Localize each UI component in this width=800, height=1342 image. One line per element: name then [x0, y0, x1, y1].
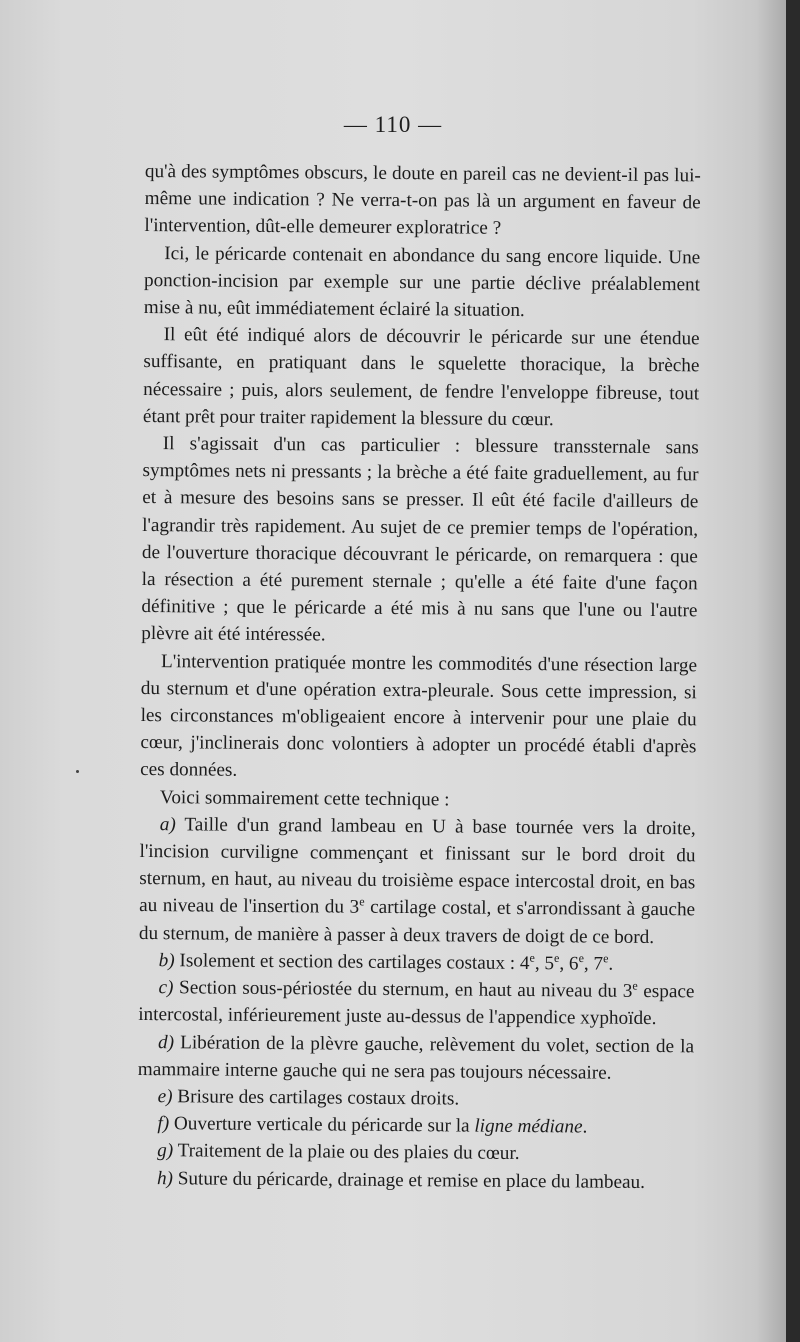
step-f [137, 1110, 693, 1142]
step-text-end: . [582, 1116, 588, 1138]
ink-speck [76, 770, 79, 773]
step-g [137, 1137, 693, 1169]
step-text-continued: , 5 [534, 952, 555, 975]
step-text: Traitement de la plaie ou des plaies du cœur. [177, 1140, 520, 1165]
step-text: Taille d'un grand lambeau en U à base tournée vers la droite, l'incision curviligne commençant et finissant sur le bord droit du sternum, en haut, au niveau du troisième espace intercostal droit, en bas au niveau de l'insertion du 3 [139, 814, 696, 919]
step-text: Suture du péricarde, drainage et remise en place du lambeau. [177, 1167, 646, 1193]
step-italic-term: ligne médiane [474, 1115, 583, 1138]
ordinal-superscript: e [578, 950, 584, 965]
step-text: Brisure des cartilages costaux droits. [177, 1086, 460, 1110]
step-text-continued: cartilage costal, et s'arrondissant à gauche du sternum, de manière à passer à deux travers de doigt de ce bord. [138, 897, 696, 948]
step-text-continued: , 6 [559, 953, 579, 975]
step-c [138, 974, 694, 1033]
body-text [137, 158, 701, 1196]
page-edge-shadow [756, 0, 786, 1342]
step-text-continued: espace intercostal, inférieurement juste au-dessus de l'appendice xyphoïde. [138, 980, 695, 1030]
paragraph-4: Il s'agissait d'un cas particulier : blessure transsternale sans symptômes nets ni pressants ; la brèche a été faite graduellement, au fur et à mesure des besoins sans se presser. Il eût été facile d'ailleurs de l'agrandir très rapidement. Au sujet de ce premier temps de l'opération, de l'ouverture thoracique découvrant le péricarde, on remarquera : que la résection a été purement sternale ; qu'elle a été faite d'une façon définitive ; que le péricarde a été mis à nu sans que l'une ou l'autre plèvre ait été intéressée. [141, 433, 699, 646]
paragraph-6: Voici sommairement cette technique : [159, 786, 450, 811]
paragraph-2: Ici, le péricarde contenait en abondance du sang encore liquide. Une ponction-incision par exemple sur une partie déclive préalablement mise à nu, eût immédiatement éclairé la situation. [143, 242, 701, 322]
step-letter: g) [157, 1140, 174, 1162]
step-h [137, 1164, 693, 1196]
step-d [138, 1028, 694, 1087]
step-a [139, 811, 696, 951]
step-e [138, 1083, 694, 1115]
step-text: Isolement et section des cartilages costaux : 4 [179, 950, 530, 974]
step-text: Libération de la plèvre gauche, relèvement du volet, section de la mammaire interne gauche qui ne sera pas toujours nécessaire. [137, 1031, 695, 1084]
step-letter: a) [159, 814, 176, 836]
step-letter: f) [157, 1113, 170, 1135]
step-text-continued: , 7 [583, 953, 604, 975]
step-text: Section sous-périostée du sternum, en haut au niveau du 3 [178, 977, 633, 1002]
paragraph-1: qu'à des symptômes obscurs, le doute en pareil cas ne devient-il pas lui-même une indication ? Ne verra-t-on pas là un argument en faveur de l'intervention, dût-elle demeurer exploratrice ? [144, 160, 701, 240]
ordinal-superscript: e [603, 951, 609, 966]
step-b [139, 947, 695, 979]
step-letter: e) [157, 1086, 173, 1108]
ordinal-superscript: e [554, 950, 560, 965]
step-letter: h) [156, 1167, 174, 1189]
step-letter: d) [157, 1031, 175, 1053]
ordinal-superscript: e [529, 950, 535, 965]
step-letter: c) [158, 977, 174, 999]
paragraph-3: Il eût été indiqué alors de découvrir le péricarde sur une étendue suffisante, en pratiquant dans le squelette thoracique, la brèche nécessaire ; puis, alors seulement, de fendre l'enveloppe fibreuse, tout étant prêt pour traiter rapidement la blessure du cœur. [142, 324, 700, 431]
step-text-end: . [608, 953, 614, 975]
page-number: — 110 — [343, 112, 443, 137]
step-letter: b) [158, 950, 175, 972]
ordinal-superscript: e [632, 978, 638, 993]
step-text: Ouverture verticale du péricarde sur la [173, 1113, 475, 1137]
ordinal-superscript: e [359, 894, 365, 909]
paragraph-5: L'intervention pratiquée montre les commodités d'une résection large du sternum et d'une opération extra-pleurale. Sous cette impression, si les circonstances m'obligeaient encore à intervenir pour une plaie du cœur, j'inclinerais donc volontiers à adopter un procédé établi d'après ces données. [140, 650, 698, 782]
